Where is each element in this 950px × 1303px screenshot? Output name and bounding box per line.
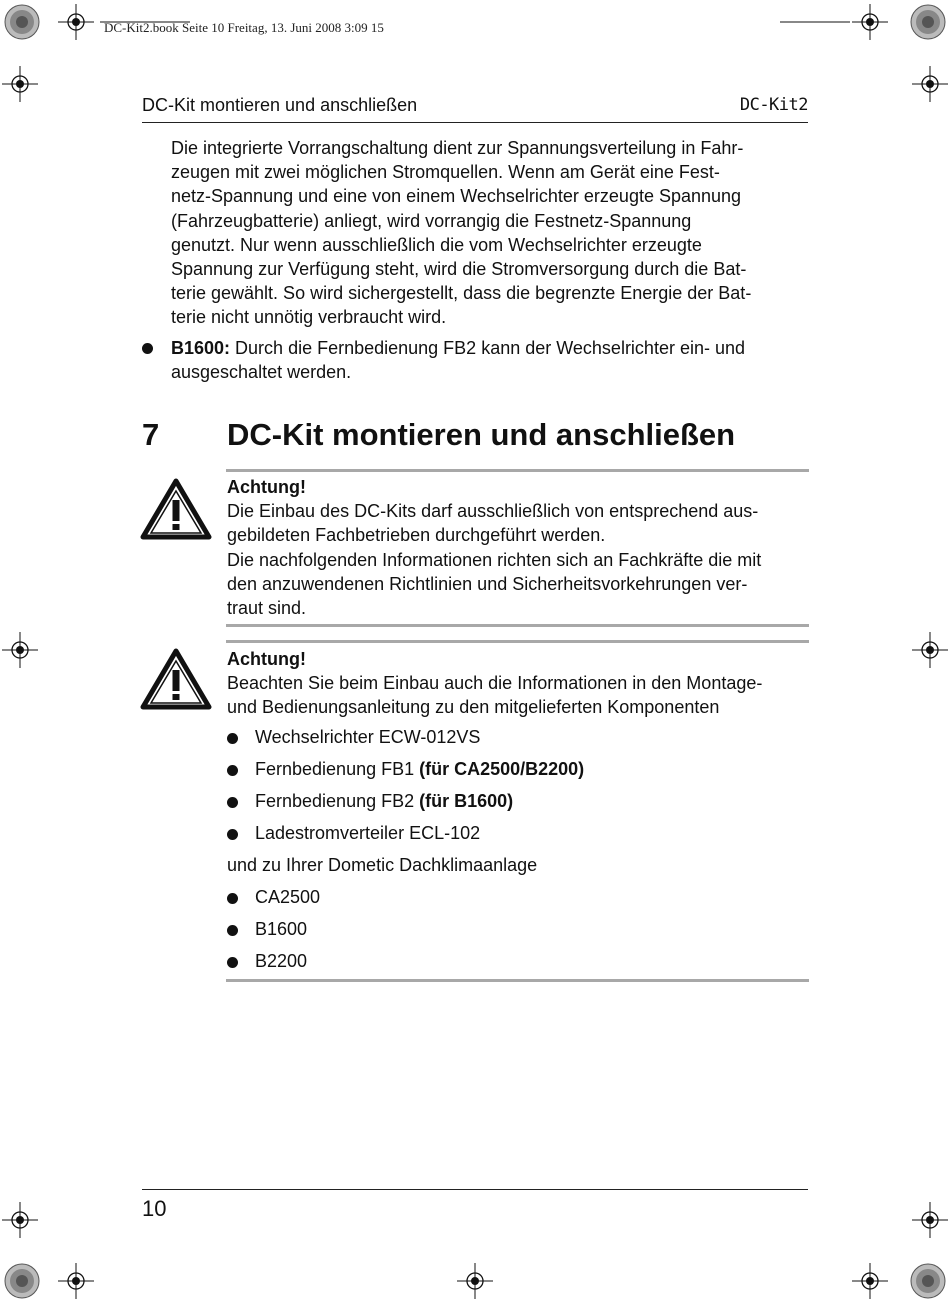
intro-line: terie gewählt. So wird sichergestellt, dass die begrenzte Energie der Bat- (171, 283, 752, 304)
list-item-text: CA2500 (255, 887, 321, 907)
list-item-bold: (für B1600) (419, 791, 514, 811)
warning-line: und Bedienungsanleitung zu den mitgelieferten Komponenten (227, 697, 720, 718)
intro-line: genutzt. Nur wenn ausschließlich die vom Wechselrichter erzeugte (171, 234, 702, 255)
bullet-icon (227, 765, 238, 776)
b1600-item (171, 336, 811, 384)
warning-triangle-icon (140, 648, 212, 710)
warning-title: Achtung! (227, 649, 306, 669)
warning-line: traut sind. (227, 598, 307, 619)
warning-line: Beachten Sie beim Einbau auch die Informationen in den Montage- (227, 673, 763, 694)
b1600-text-line2: ausgeschaltet werden. (171, 362, 352, 383)
registration-mark-icon (912, 66, 948, 102)
header-rule (142, 122, 808, 123)
registration-mark-icon (852, 1263, 888, 1299)
list-item-text: Wechselrichter ECW-012VS (255, 727, 481, 747)
intro-line: (Fahrzeugbatterie) anliegt, wird vorrangig die Festnetz-Spannung (171, 210, 692, 231)
footer-rule (142, 1189, 808, 1190)
running-header-title: DC-Kit montieren und anschließen (142, 95, 418, 115)
warning-bottom-rule (226, 979, 809, 982)
warning-title: Achtung! (227, 477, 306, 497)
intro-line: terie nicht unnötig verbraucht wird. (171, 307, 447, 328)
component-list (227, 727, 812, 987)
warning-2 (227, 647, 812, 720)
color-wheel-icon (911, 5, 945, 39)
running-header-product: DC-Kit2 (739, 95, 808, 115)
registration-mark-icon (2, 66, 38, 102)
registration-mark-icon (852, 4, 888, 40)
color-wheel-icon (911, 1264, 945, 1298)
registration-mark-icon (2, 632, 38, 668)
warning-line: den anzuwendenen Richtlinien und Sicherheitsvorkehrungen ver- (227, 573, 748, 594)
bullet-icon (227, 797, 238, 808)
list-item-text: B1600 (255, 919, 308, 939)
bullet-icon (227, 957, 238, 968)
color-wheel-icon (5, 1264, 39, 1298)
bullet-icon (227, 733, 238, 744)
color-wheel-icon (5, 5, 39, 39)
bullet-icon (227, 925, 238, 936)
and-text: und zu Ihrer Dometic Dachklimaanlage (227, 855, 538, 875)
intro-line: zeugen mit zwei möglichen Stromquellen. Wenn am Gerät eine Fest- (171, 162, 720, 183)
warning-top-rule (226, 469, 809, 472)
registration-mark-icon (912, 1202, 948, 1238)
warning-triangle-icon (140, 478, 212, 540)
section-number: 7 (142, 417, 160, 452)
list-item-text: B2200 (255, 951, 308, 971)
intro-paragraph (171, 136, 811, 330)
warning-line: gebildeten Fachbetrieben durchgeführt werden. (227, 525, 606, 546)
warning-bottom-rule (226, 624, 809, 627)
registration-mark-icon (2, 1202, 38, 1238)
warning-line: Die Einbau des DC-Kits darf ausschließlich von entsprechend aus- (227, 501, 759, 522)
warning-line: Die nachfolgenden Informationen richten sich an Fachkräfte die mit (227, 549, 762, 570)
b1600-text: Durch die Fernbedienung FB2 kann der Wechselrichter ein- und (230, 338, 745, 358)
registration-mark-icon (457, 1263, 493, 1299)
b1600-label: B1600: (171, 338, 231, 358)
registration-mark-icon (912, 632, 948, 668)
intro-line: Die integrierte Vorrangschaltung dient zur Spannungsverteilung in Fahr- (171, 138, 744, 158)
bullet-icon (227, 829, 238, 840)
section-title: DC-Kit montieren und anschließen (227, 417, 736, 452)
intro-line: Spannung zur Verfügung steht, wird die Stromversorgung durch die Bat- (171, 259, 747, 280)
bullet-icon (227, 893, 238, 904)
warning-top-rule (226, 640, 809, 643)
list-item-bold: (für CA2500/B2200) (419, 759, 585, 779)
print-info: DC-Kit2.book Seite 10 Freitag, 13. Juni 2008 3:09 15 (104, 20, 384, 35)
bullet-icon (142, 343, 153, 354)
list-item-text: Fernbedienung FB1 (255, 759, 420, 779)
list-item-text: Ladestromverteiler ECL-102 (255, 823, 481, 843)
intro-line: netz-Spannung und eine von einem Wechselrichter erzeugte Spannung (171, 186, 742, 207)
warning-1 (227, 475, 812, 620)
registration-mark-icon (58, 1263, 94, 1299)
registration-mark-icon (58, 4, 94, 40)
page-number: 10 (142, 1196, 167, 1221)
list-item-text: Fernbedienung FB2 (255, 791, 420, 811)
